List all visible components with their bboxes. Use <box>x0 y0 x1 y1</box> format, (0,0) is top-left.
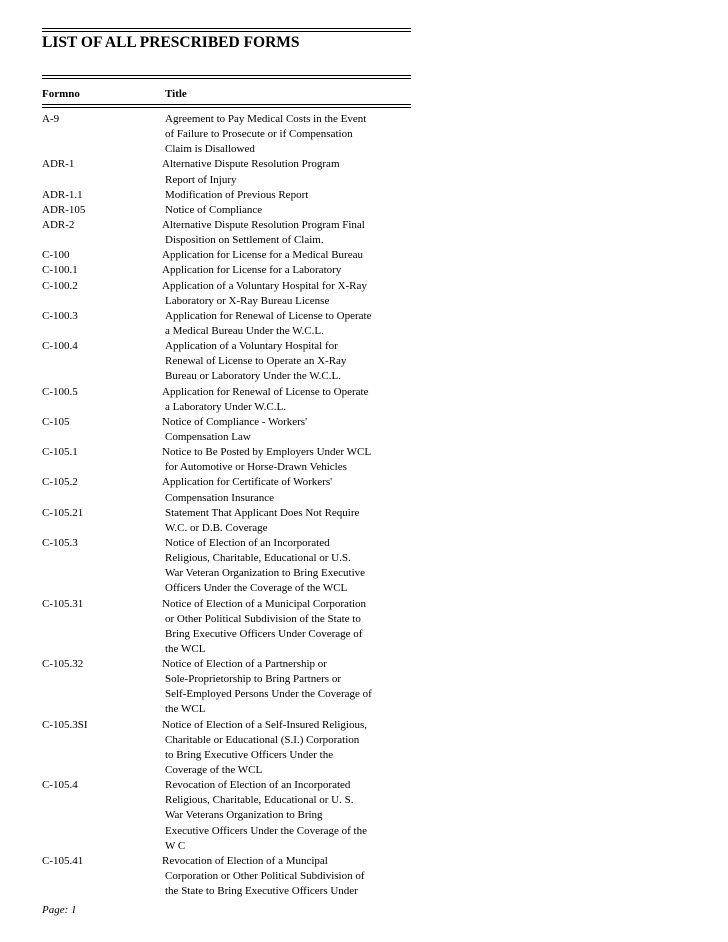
form-title-line: Alternative Dispute Resolution Program Final <box>162 218 365 231</box>
form-title-line: Application for Renewal of License to Operate <box>162 385 369 398</box>
form-title-line: the State to Bring Executive Officers Under <box>165 885 358 898</box>
form-title-line: Claim is Disallowed <box>165 143 255 156</box>
form-title <box>165 188 728 203</box>
page-title: LIST OF ALL PRESCRIBED FORMS <box>42 34 300 51</box>
form-entry <box>0 279 728 309</box>
form-entry <box>0 718 728 779</box>
form-title <box>165 309 728 339</box>
form-title <box>162 445 728 475</box>
form-title <box>162 854 728 899</box>
form-entry <box>0 339 728 384</box>
form-title-line: Notice of Election of a Self-Insured Religious, <box>162 718 367 731</box>
form-title-line: Bring Executive Officers Under Coverage of <box>165 627 363 640</box>
form-entry <box>0 854 728 899</box>
page-number: Page: 1 <box>42 904 77 916</box>
form-number: A-9 <box>42 113 60 125</box>
form-number: ADR-105 <box>42 203 86 216</box>
form-title-line: Report of Injury <box>165 173 237 186</box>
top-rule-upper <box>42 28 411 29</box>
form-title-line: Self-Employed Persons Under the Coverage of <box>165 688 372 701</box>
form-title-line: Application of a Voluntary Hospital for <box>165 340 338 353</box>
form-number: ADR-2 <box>42 218 75 231</box>
form-entry <box>0 263 728 278</box>
form-title-line: Religious, Charitable, Educational or U.S. <box>165 552 351 565</box>
form-title-line: Notice to Be Posted by Employers Under WCL <box>162 446 372 459</box>
form-entry <box>0 112 728 157</box>
form-title-line: Disposition on Settlement of Claim. <box>165 234 324 247</box>
form-number: C-105.3SI <box>42 718 88 731</box>
form-entry <box>0 536 728 597</box>
form-entry <box>0 415 728 445</box>
form-entry <box>0 188 728 203</box>
form-title-line: a Laboratory Under W.C.L. <box>165 400 286 413</box>
form-number: C-105 <box>42 415 70 428</box>
form-title-line: Renewal of License to Operate an X-Ray <box>165 355 347 368</box>
form-title <box>162 475 728 505</box>
form-title-line: W.C. or D.B. Coverage <box>165 521 268 534</box>
form-title-line: Religious, Charitable, Educational or U. S. <box>165 794 354 807</box>
form-title <box>165 506 728 536</box>
form-title-line: Modification of Previous Report <box>165 188 309 201</box>
form-title-line: a Medical Bureau Under the W.C.L. <box>165 324 324 337</box>
form-title-line: Notice of Compliance - Workers' <box>162 415 308 428</box>
form-title-line: War Veteran Organization to Bring Executive <box>165 567 366 580</box>
form-title-line: Executive Officers Under the Coverage of the <box>165 824 367 837</box>
form-number: C-105.41 <box>42 854 84 867</box>
column-header-title: Title <box>165 88 187 100</box>
form-number: C-100 <box>42 249 70 262</box>
form-title-line: Corporation or Other Political Subdivision of <box>165 870 365 883</box>
column-header-formno: Formno <box>42 88 80 100</box>
form-title-line: the WCL <box>165 703 206 716</box>
form-title-line: War Veterans Organization to Bring <box>165 809 323 822</box>
form-title-line: Compensation Law <box>165 430 251 443</box>
form-title-line: Notice of Election of a Partnership or <box>162 658 327 671</box>
form-title-line: Bureau or Laboratory Under the W.C.L. <box>165 370 341 383</box>
form-title-line: or Other Political Subdivision of the State to <box>165 612 361 625</box>
form-number: C-105.31 <box>42 597 84 610</box>
form-number: C-105.2 <box>42 476 78 489</box>
form-entry <box>0 309 728 339</box>
form-title-line: Agreement to Pay Medical Costs in the Event <box>165 113 367 125</box>
form-title-line: Application for License for a Medical Bureau <box>162 249 363 262</box>
form-title-line: Alternative Dispute Resolution Program <box>162 158 340 171</box>
form-number: C-100.3 <box>42 309 78 322</box>
form-title-line: Officers Under the Coverage of the WCL <box>165 582 348 595</box>
form-entry <box>0 475 728 505</box>
form-title-line: the WCL <box>165 642 206 655</box>
form-title-line: to Bring Executive Officers Under the <box>165 748 334 761</box>
form-number: C-100.2 <box>42 279 78 292</box>
form-title <box>165 536 728 597</box>
form-title <box>162 718 728 779</box>
form-title <box>162 385 728 415</box>
form-number: C-100.5 <box>42 385 78 398</box>
form-entry <box>0 597 728 658</box>
column-header-rule-upper <box>42 104 411 105</box>
form-title <box>162 157 728 187</box>
header-rule-upper <box>42 75 411 76</box>
form-number: C-100.1 <box>42 264 78 277</box>
form-title-line: Revocation of Election of an Incorporated <box>165 779 351 792</box>
form-title <box>165 778 728 854</box>
form-entry <box>0 218 728 248</box>
form-entry <box>0 248 728 263</box>
form-entry <box>0 157 728 187</box>
header-rule-lower <box>42 78 411 79</box>
form-title <box>162 218 728 248</box>
form-title-line: Coverage of the WCL <box>165 764 263 777</box>
form-title <box>162 657 728 718</box>
form-title <box>162 597 728 658</box>
form-title <box>162 279 728 309</box>
form-title-line: Notice of Compliance <box>165 203 263 216</box>
form-number: ADR-1.1 <box>42 188 83 201</box>
form-title-line: Laboratory or X-Ray Bureau License <box>165 294 330 307</box>
form-number: C-105.3 <box>42 536 78 549</box>
form-entry <box>0 203 728 218</box>
form-title <box>165 203 728 218</box>
top-rule-lower <box>42 31 411 32</box>
form-title-line: W C <box>165 839 186 852</box>
form-title <box>162 415 728 445</box>
form-number: C-105.32 <box>42 658 84 671</box>
form-title-line: for Automotive or Horse-Drawn Vehicles <box>165 461 347 474</box>
form-title-line: of Failure to Prosecute or if Compensation <box>165 128 353 141</box>
forms-list <box>0 112 728 899</box>
form-title-line: Application for Certificate of Workers' <box>162 476 333 489</box>
form-number: C-100.4 <box>42 340 78 353</box>
form-entry <box>0 657 728 718</box>
form-number: C-105.4 <box>42 779 78 792</box>
form-title-line: Application for License for a Laboratory <box>162 264 342 277</box>
form-number: C-105.21 <box>42 506 84 519</box>
form-title-line: Charitable or Educational (S.I.) Corporation <box>165 733 360 746</box>
form-entry <box>0 445 728 475</box>
form-number: ADR-1 <box>42 158 75 171</box>
form-title-line: Statement That Applicant Does Not Require <box>165 506 360 519</box>
form-entry <box>0 506 728 536</box>
form-title-line: Revocation of Election of a Muncipal <box>162 854 328 867</box>
form-title-line: Notice of Election of an Incorporated <box>165 536 330 549</box>
form-number: C-105.1 <box>42 446 78 459</box>
form-title-line: Application of a Voluntary Hospital for X-Ray <box>162 279 367 292</box>
form-entry <box>0 778 728 854</box>
form-title <box>162 248 728 263</box>
form-title-line: Compensation Insurance <box>165 491 275 504</box>
form-title <box>165 112 728 157</box>
form-entry <box>0 385 728 415</box>
form-title-line: Notice of Election of a Municipal Corporation <box>162 597 367 610</box>
form-title <box>165 339 728 384</box>
form-title-line: Sole-Proprietorship to Bring Partners or <box>165 673 341 686</box>
form-title-line: Application for Renewal of License to Operate <box>165 309 372 322</box>
form-title <box>162 263 728 278</box>
column-header-rule-lower <box>42 107 411 108</box>
